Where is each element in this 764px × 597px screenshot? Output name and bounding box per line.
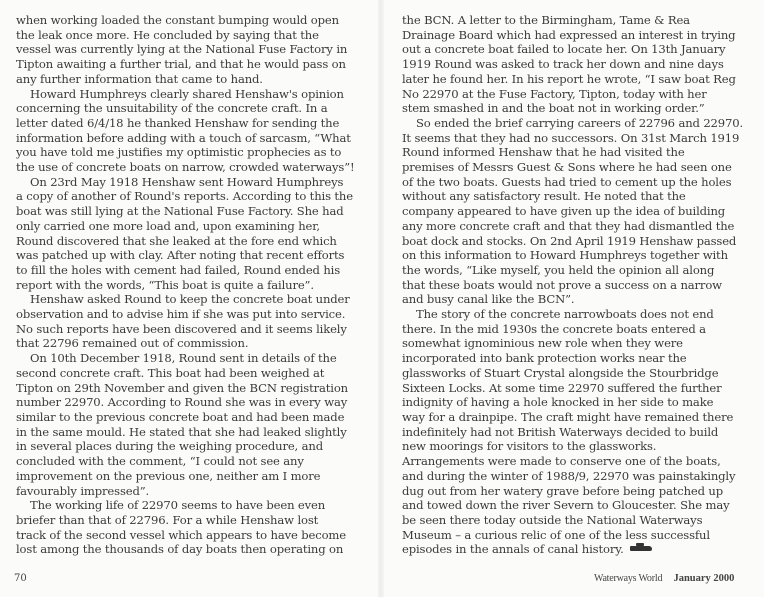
- text-line: of the two boats. Guests had tried to cement up the holes: [402, 174, 732, 189]
- left-text-column: [16, 13, 356, 557]
- text-line: the words, “Like myself, you held the opinion all along: [402, 262, 715, 277]
- article-paragraph: [402, 307, 744, 454]
- text-line: and busy canal like the BCN”.: [402, 292, 575, 307]
- text-line: Henshaw asked Round to keep the concrete boat under: [30, 292, 350, 307]
- text-line: vessel was currently lying at the National Fuse Factory in: [16, 42, 348, 57]
- text-line: Arrangements were made to conserve one of the boats,: [402, 454, 721, 469]
- text-line: boat was still lying at the National Fuse Factory. She had: [16, 204, 344, 219]
- text-line: any more concrete craft and that they had dismantled the: [402, 218, 735, 233]
- text-line: on this information to Howard Humphreys together with: [402, 248, 728, 263]
- text-line: somewhat ignominious new role when they were: [402, 336, 683, 351]
- article-paragraph: [16, 498, 356, 557]
- text-line: favourably impressed”.: [16, 483, 150, 498]
- text-line: later he found her. In his report he wrote, “I saw boat Reg: [402, 71, 736, 86]
- text-line: No such reports have been discovered and it seems likely: [16, 321, 347, 336]
- text-line: Round informed Henshaw that he had visited the: [402, 145, 685, 160]
- text-line: indefinitely had not British Waterways decided to build: [402, 424, 719, 439]
- text-line: the use of concrete boats on narrow, crowded waterways”!: [16, 160, 355, 175]
- text-line: concluded with the comment, “I could not see any: [16, 454, 304, 469]
- text-line: It seems that they had no successors. On 31st March 1919: [402, 130, 740, 145]
- text-line: only carried one more load and, upon examining her,: [16, 218, 320, 233]
- text-line: company appeared to have given up the idea of building: [402, 204, 726, 219]
- article-paragraph: [16, 292, 356, 351]
- text-line: without any satisfactory result. He noted that the: [402, 189, 686, 204]
- text-line: indignity of having a hole knocked in her side to make: [402, 395, 714, 410]
- text-line: stem smashed in and the boat not in working order.”: [402, 101, 705, 116]
- magazine-name: Waterways World: [594, 573, 663, 584]
- text-line: in several places during the weighing procedure, and: [16, 439, 323, 454]
- text-line: Tipton awaiting a further trial, and that he would pass on: [16, 57, 346, 72]
- text-line: the leak once more. He concluded by saying that the: [16, 27, 319, 42]
- text-line: So ended the brief carrying careers of 22796 and 22970.: [416, 115, 744, 130]
- text-line: observation and to advise him if she was put into service.: [16, 307, 346, 322]
- text-line: improvement on the previous one, neither am I more: [16, 468, 321, 483]
- text-line: The story of the concrete narrowboats does not end: [416, 307, 714, 322]
- text-line: that these boats would not prove a success on a narrow: [402, 277, 722, 292]
- text-line: when working loaded the constant bumping would open: [16, 13, 339, 27]
- text-line: similar to the previous concrete boat and had been made: [16, 409, 345, 424]
- narrowboat-end-mark-icon: [630, 546, 652, 551]
- text-line: be seen there today outside the National Waterways: [402, 512, 703, 527]
- text-line: boat dock and stocks. On 2nd April 1919 Henshaw passed: [402, 233, 737, 248]
- text-line: Tipton on 29th November and given the BCN registration: [16, 380, 348, 395]
- text-line: lost among the thousands of day boats then operating on: [16, 542, 344, 557]
- right-text-column: [402, 13, 744, 557]
- page-number: 70: [14, 573, 27, 584]
- text-line: 1919 Round was asked to track her down and nine days: [402, 57, 724, 72]
- article-paragraph: [16, 13, 356, 87]
- text-line: you have told me justifies my optimistic prophecies as to: [16, 145, 342, 160]
- text-line: out a concrete boat failed to locate her. On 13th January: [402, 42, 726, 57]
- article-paragraph: [402, 454, 744, 557]
- text-line: No 22970 at the Fuse Factory, Tipton, today with her: [402, 86, 707, 101]
- text-line: report with the words, “This boat is quite a failure”.: [16, 277, 314, 292]
- issue-date: January 2000: [673, 573, 735, 584]
- text-line: any further information that came to hand.: [16, 71, 263, 86]
- text-line: letter dated 6/4/18 he thanked Henshaw for sending the: [16, 115, 340, 130]
- text-line: that 22796 remained out of commission.: [16, 336, 249, 351]
- text-line: dug out from her watery grave before being patched up: [402, 483, 724, 498]
- text-line: number 22970. According to Round she was in every way: [16, 395, 348, 410]
- article-paragraph: [402, 116, 744, 307]
- text-line: the BCN. A letter to the Birmingham, Tame & Rea: [402, 13, 690, 27]
- text-line: and towed down the river Severn to Gloucester. She may: [402, 498, 730, 513]
- text-line: to fill the holes with cement had failed, Round ended his: [16, 262, 341, 277]
- text-line: Drainage Board which had expressed an interest in trying: [402, 27, 736, 42]
- text-line: there. In the mid 1930s the concrete boats entered a: [402, 321, 706, 336]
- article-paragraph: [16, 351, 356, 498]
- text-line: Museum – a curious relic of one of the less successful: [402, 527, 710, 542]
- text-line: track of the second vessel which appears to have become: [16, 527, 346, 542]
- article-paragraph: [16, 175, 356, 293]
- right-page: [382, 0, 764, 597]
- text-line: On 10th December 1918, Round sent in details of the: [30, 351, 337, 366]
- text-line: was patched up with clay. After noting that recent efforts: [16, 248, 345, 263]
- text-line: The working life of 22970 seems to have been even: [30, 498, 326, 513]
- text-line: in the same mould. He stated that she had leaked slightly: [16, 424, 347, 439]
- article-paragraph: [402, 13, 744, 116]
- text-line: premises of Messrs Guest & Sons where he had seen one: [402, 160, 732, 175]
- text-line: a copy of another of Round's reports. According to this the: [16, 189, 353, 204]
- text-line: Sixteen Locks. At some time 22970 suffered the further: [402, 380, 722, 395]
- text-line: and during the winter of 1988/9, 22970 was painstakingly: [402, 468, 736, 483]
- text-line: incorporated into bank protection works near the: [402, 351, 687, 366]
- text-line: concerning the unsuitability of the concrete craft. In a: [16, 101, 328, 116]
- article-paragraph: [16, 87, 356, 175]
- text-line: episodes in the annals of canal history.: [402, 542, 744, 557]
- running-footer: [594, 573, 734, 584]
- text-line: On 23rd May 1918 Henshaw sent Howard Humphreys: [30, 174, 344, 189]
- text-line: new moorings for visitors to the glassworks.: [402, 439, 657, 454]
- text-line: second concrete craft. This boat had been weighed at: [16, 365, 325, 380]
- text-line: glassworks of Stuart Crystal alongside the Stourbridge: [402, 365, 719, 380]
- text-line: Round discovered that she leaked at the fore end which: [16, 233, 337, 248]
- text-line: information before adding with a touch of sarcasm, “What: [16, 130, 351, 145]
- text-line: briefer than that of 22796. For a while Henshaw lost: [16, 512, 319, 527]
- text-line: Howard Humphreys clearly shared Henshaw's opinion: [30, 86, 344, 101]
- text-line: way for a drainpipe. The craft might have remained there: [402, 409, 734, 424]
